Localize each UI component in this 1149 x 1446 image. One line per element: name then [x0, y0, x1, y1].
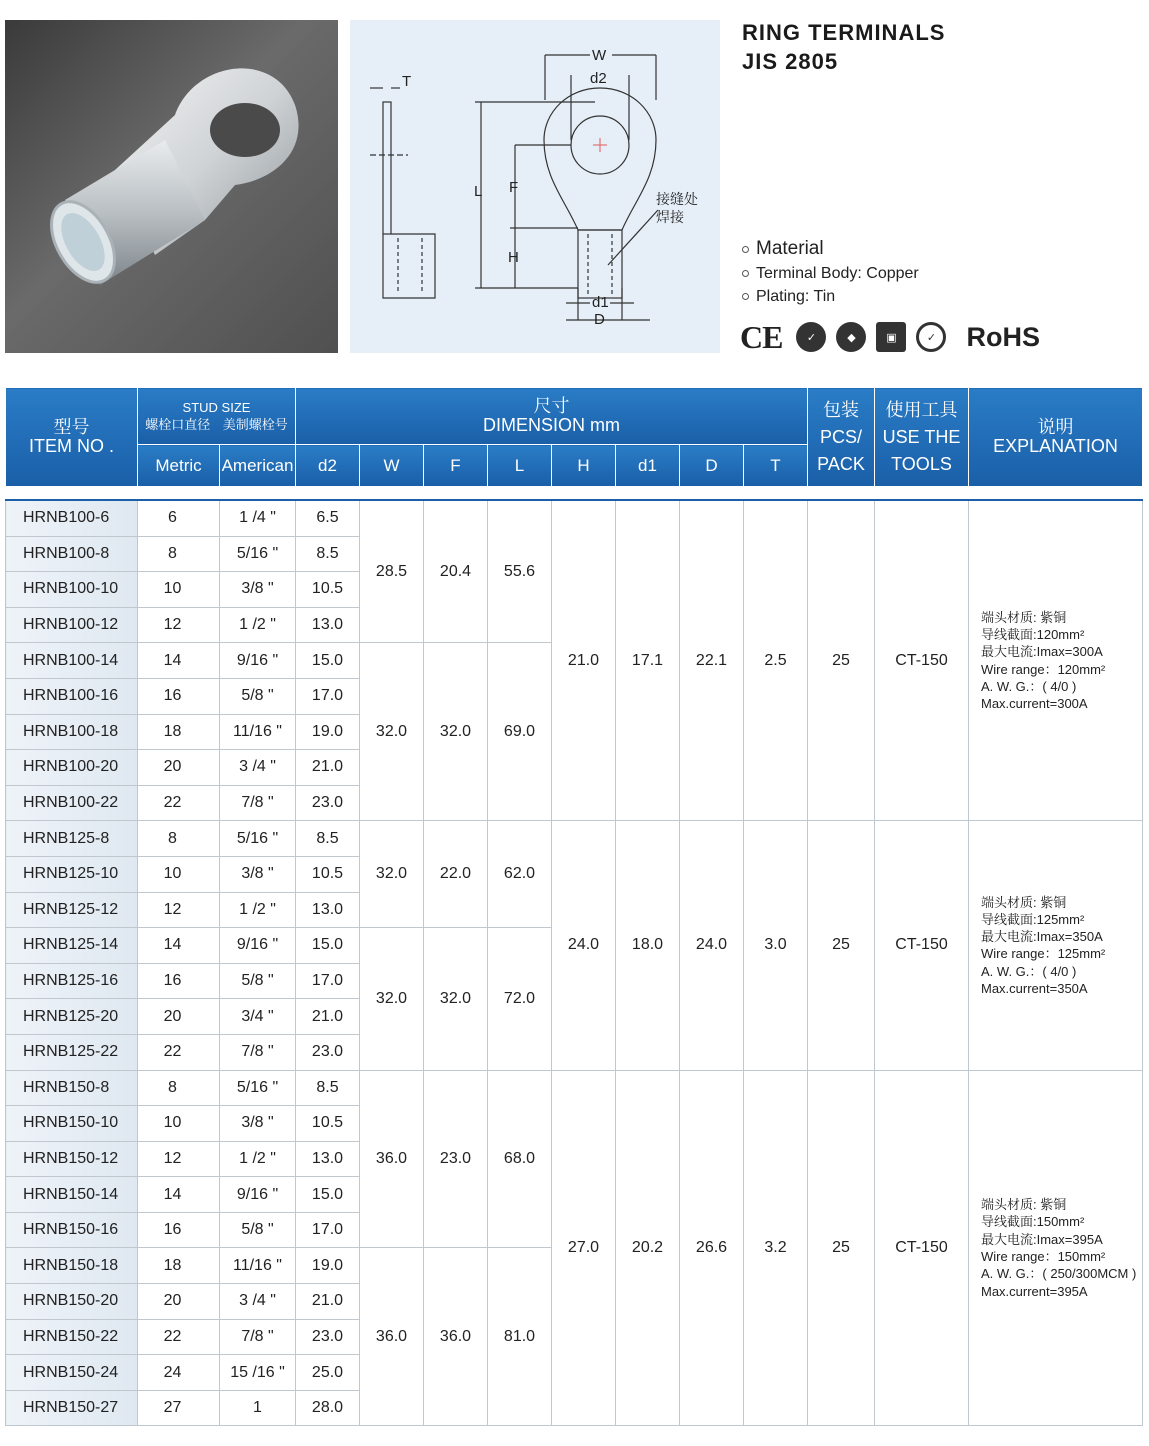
explanation-line: Wire range：125mm²	[981, 946, 1106, 962]
cell-american: 3/4 "	[220, 999, 296, 1035]
explanation-line: A. W. G.：( 4/0 )	[981, 963, 1077, 979]
cell-T: 2.5	[744, 500, 808, 821]
col-D: D	[680, 445, 744, 487]
ring-terminal-dimension-diagram	[350, 20, 720, 353]
cell-d2: 28.0	[296, 1390, 360, 1426]
cell-american: 3 /4 "	[220, 750, 296, 786]
header-dim-cn: 尺寸	[533, 396, 570, 417]
explanation-line: 最大电流:Imax=395A	[981, 1231, 1103, 1247]
cell-item-no: HRNB125-20	[6, 999, 138, 1035]
product-photo	[5, 20, 338, 353]
cell-metric: 16	[138, 1212, 220, 1248]
cell-W: 36.0	[360, 1248, 424, 1426]
col-american: American	[220, 445, 296, 487]
explanation-line: 端头材质: 紫铜	[981, 1197, 1067, 1213]
cell-metric: 14	[138, 928, 220, 964]
cell-d2: 8.5	[296, 536, 360, 572]
cell-d2: 10.5	[296, 856, 360, 892]
cell-item-no: HRNB125-8	[6, 821, 138, 857]
cell-american: 7/8 "	[220, 785, 296, 821]
cell-F: 32.0	[424, 643, 488, 821]
cell-d2: 10.5	[296, 572, 360, 608]
cell-metric: 22	[138, 1319, 220, 1355]
title-line-1: RING TERMINALS	[742, 20, 946, 45]
cell-T: 3.2	[744, 1070, 808, 1426]
cell-tool: CT-150	[875, 1070, 969, 1426]
cell-item-no: HRNB150-24	[6, 1355, 138, 1391]
explanation-line: A. W. G.：( 4/0 )	[981, 678, 1077, 694]
cell-american: 15 /16 "	[220, 1355, 296, 1391]
col-L: L	[488, 445, 552, 487]
cell-american: 7/8 "	[220, 1319, 296, 1355]
cell-american: 7/8 "	[220, 1034, 296, 1070]
bullet-icon	[742, 246, 749, 253]
spec-table	[5, 387, 1143, 1426]
cell-metric: 6	[138, 500, 220, 536]
header-tool-cn: 使用工具	[885, 399, 958, 421]
material-body: Terminal Body: Copper	[756, 264, 919, 282]
diagram-label-W: W	[592, 47, 607, 64]
cell-L: 81.0	[488, 1248, 552, 1426]
cell-metric: 8	[138, 821, 220, 857]
header-stud-en: STUD SIZE	[182, 399, 251, 415]
cell-tool: CT-150	[875, 500, 969, 821]
cell-F: 36.0	[424, 1248, 488, 1426]
cell-american: 5/16 "	[220, 821, 296, 857]
cell-metric: 22	[138, 1034, 220, 1070]
explanation-line: Max.current=300A	[981, 696, 1088, 712]
cell-F: 32.0	[424, 928, 488, 1070]
header-pack-en2: PACK	[817, 453, 865, 474]
header-tool-en2: TOOLS	[891, 453, 952, 474]
cell-d2: 21.0	[296, 1284, 360, 1320]
cell-W: 32.0	[360, 643, 424, 821]
cell-d2: 10.5	[296, 1106, 360, 1142]
col-W: W	[360, 445, 424, 487]
cell-pack: 25	[808, 500, 875, 821]
bullet-icon	[742, 270, 749, 277]
explanation-line: 端头材质: 紫铜	[981, 894, 1067, 910]
cell-american: 1 /2 "	[220, 1141, 296, 1177]
cell-d2: 15.0	[296, 1177, 360, 1213]
iso-badge-icon: ◆	[836, 322, 866, 352]
cell-item-no: HRNB150-20	[6, 1284, 138, 1320]
cell-metric: 14	[138, 643, 220, 679]
cell-metric: 18	[138, 714, 220, 750]
col-F: F	[424, 445, 488, 487]
certificate-badge-icon: ▣	[876, 322, 906, 352]
bullet-icon	[742, 293, 749, 300]
cell-american: 1 /2 "	[220, 607, 296, 643]
cell-metric: 12	[138, 1141, 220, 1177]
cell-d2: 17.0	[296, 1212, 360, 1248]
explanation-line: 导线截面:150mm²	[981, 1214, 1085, 1230]
cell-d1: 20.2	[616, 1070, 680, 1426]
cell-H: 27.0	[552, 1070, 616, 1426]
col-d2: d2	[296, 445, 360, 487]
col-explanation	[969, 388, 1143, 487]
title-line-2: JIS 2805	[742, 49, 839, 74]
diagram-label-L: L	[474, 183, 483, 200]
diagram-label-d2: d2	[590, 70, 607, 87]
col-tools	[875, 388, 969, 487]
cell-item-no: HRNB100-6	[6, 500, 138, 536]
cell-d1: 18.0	[616, 821, 680, 1070]
cell-d2: 23.0	[296, 1034, 360, 1070]
cell-american: 5/16 "	[220, 536, 296, 572]
cell-H: 24.0	[552, 821, 616, 1070]
cell-metric: 18	[138, 1248, 220, 1284]
explanation-line: A. W. G.：( 250/300MCM )	[981, 1266, 1137, 1282]
cell-metric: 14	[138, 1177, 220, 1213]
cell-d1: 17.1	[616, 500, 680, 821]
explanation-line: Wire range：150mm²	[981, 1248, 1106, 1264]
cell-item-no: HRNB150-8	[6, 1070, 138, 1106]
cell-metric: 8	[138, 536, 220, 572]
cell-metric: 8	[138, 1070, 220, 1106]
cell-american: 9/16 "	[220, 928, 296, 964]
cell-metric: 16	[138, 678, 220, 714]
explanation-line: 最大电流:Imax=350A	[981, 929, 1103, 945]
cell-metric: 27	[138, 1390, 220, 1426]
col-pack	[808, 388, 875, 487]
ce-mark-logo: CE	[740, 318, 783, 355]
cell-L: 62.0	[488, 821, 552, 928]
header-expl-en: EXPLANATION	[993, 436, 1118, 456]
cell-L: 55.6	[488, 500, 552, 643]
cell-metric: 12	[138, 607, 220, 643]
cell-item-no: HRNB150-18	[6, 1248, 138, 1284]
cell-d2: 17.0	[296, 678, 360, 714]
header-pack-en1: PCS/	[819, 426, 862, 447]
cell-pack: 25	[808, 1070, 875, 1426]
col-metric: Metric	[138, 445, 220, 487]
cell-D: 24.0	[680, 821, 744, 1070]
explanation-line: 端头材质: 紫铜	[981, 609, 1067, 625]
header-item-en: ITEM NO .	[29, 436, 114, 456]
certification-logos	[740, 316, 1040, 358]
diagram-label-D: D	[594, 311, 605, 328]
cell-item-no: HRNB125-22	[6, 1034, 138, 1070]
cell-item-no: HRNB125-14	[6, 928, 138, 964]
header-dim-en: DIMENSION mm	[483, 415, 620, 435]
cell-item-no: HRNB100-18	[6, 714, 138, 750]
col-d1: d1	[616, 445, 680, 487]
cell-F: 22.0	[424, 821, 488, 928]
cell-explanation	[969, 821, 1143, 1070]
cell-item-no: HRNB150-27	[6, 1390, 138, 1426]
cell-item-no: HRNB100-20	[6, 750, 138, 786]
cell-american: 9/16 "	[220, 1177, 296, 1213]
cell-metric: 22	[138, 785, 220, 821]
cell-metric: 12	[138, 892, 220, 928]
explanation-line: Wire range：120mm²	[981, 661, 1106, 677]
cell-d2: 15.0	[296, 928, 360, 964]
cell-item-no: HRNB150-12	[6, 1141, 138, 1177]
cell-item-no: HRNB100-16	[6, 678, 138, 714]
cell-american: 11/16 "	[220, 714, 296, 750]
cell-d2: 15.0	[296, 643, 360, 679]
explanation-line: Max.current=395A	[981, 1283, 1088, 1299]
cell-explanation	[969, 500, 1143, 821]
cell-item-no: HRNB100-22	[6, 785, 138, 821]
cell-american: 1	[220, 1390, 296, 1426]
material-plating: Plating: Tin	[756, 287, 836, 305]
material-heading: Material	[756, 238, 824, 259]
cell-d2: 13.0	[296, 1141, 360, 1177]
ring-terminal-photo-image	[5, 20, 338, 353]
cell-d2: 23.0	[296, 1319, 360, 1355]
cell-item-no: HRNB100-12	[6, 607, 138, 643]
cell-american: 3/8 "	[220, 572, 296, 608]
diagram-weld-label-2: 焊接	[656, 209, 684, 225]
col-T: T	[744, 445, 808, 487]
cell-pack: 25	[808, 821, 875, 1070]
col-stud-size	[138, 388, 296, 445]
diagram-weld-label-1: 接缝处	[656, 191, 698, 207]
cell-W: 36.0	[360, 1070, 424, 1248]
header-expl-cn: 说明	[1037, 417, 1074, 438]
sgs-badge-icon: ✓	[916, 322, 946, 352]
cell-item-no: HRNB150-14	[6, 1177, 138, 1213]
table-row	[6, 500, 1143, 536]
cell-d2: 13.0	[296, 607, 360, 643]
cell-metric: 10	[138, 856, 220, 892]
cell-metric: 20	[138, 1284, 220, 1320]
cell-item-no: HRNB150-16	[6, 1212, 138, 1248]
diagram-label-T: T	[402, 73, 412, 90]
header-item-cn: 型号	[53, 417, 90, 438]
table-body	[6, 487, 1143, 1426]
cell-item-no: HRNB100-8	[6, 536, 138, 572]
cell-american: 5/8 "	[220, 963, 296, 999]
explanation-line: Max.current=350A	[981, 981, 1088, 997]
cell-H: 21.0	[552, 500, 616, 821]
cell-item-no: HRNB125-12	[6, 892, 138, 928]
cell-item-no: HRNB150-22	[6, 1319, 138, 1355]
cell-american: 5/16 "	[220, 1070, 296, 1106]
explanation-line: 导线截面:120mm²	[981, 627, 1085, 643]
cell-american: 1 /4 "	[220, 500, 296, 536]
col-dimension	[296, 388, 808, 445]
cell-d2: 19.0	[296, 714, 360, 750]
table-header	[6, 388, 1143, 487]
table-row	[6, 1070, 1143, 1106]
header-stud-cn: 螺栓口直径 美制螺栓号	[145, 417, 288, 433]
cell-metric: 24	[138, 1355, 220, 1391]
quality-badge-icon: ✓	[796, 322, 826, 352]
cell-d2: 19.0	[296, 1248, 360, 1284]
cell-american: 5/8 "	[220, 678, 296, 714]
cell-D: 26.6	[680, 1070, 744, 1426]
cell-d2: 8.5	[296, 1070, 360, 1106]
cell-tool: CT-150	[875, 821, 969, 1070]
cell-item-no: HRNB150-10	[6, 1106, 138, 1142]
cell-d2: 8.5	[296, 821, 360, 857]
explanation-line: 导线截面:125mm²	[981, 911, 1085, 927]
cell-item-no: HRNB100-10	[6, 572, 138, 608]
cell-metric: 16	[138, 963, 220, 999]
material-info	[742, 236, 919, 308]
page-title	[742, 18, 945, 76]
cell-american: 3/8 "	[220, 856, 296, 892]
header-tool-en1: USE THE	[882, 426, 961, 447]
cell-metric: 10	[138, 1106, 220, 1142]
cell-american: 11/16 "	[220, 1248, 296, 1284]
cell-american: 9/16 "	[220, 643, 296, 679]
cell-d2: 25.0	[296, 1355, 360, 1391]
cell-american: 5/8 "	[220, 1212, 296, 1248]
cell-W: 32.0	[360, 821, 424, 928]
diagram-label-H: H	[508, 249, 519, 266]
dimension-drawing	[350, 20, 720, 353]
cell-explanation	[969, 1070, 1143, 1426]
col-H: H	[552, 445, 616, 487]
cell-metric: 10	[138, 572, 220, 608]
diagram-label-F: F	[509, 179, 519, 196]
cell-F: 23.0	[424, 1070, 488, 1248]
table-row	[6, 821, 1143, 857]
cell-d2: 6.5	[296, 500, 360, 536]
cell-d2: 21.0	[296, 750, 360, 786]
cell-american: 3 /4 "	[220, 1284, 296, 1320]
header-pack-cn: 包装	[823, 399, 859, 421]
cell-metric: 20	[138, 750, 220, 786]
cell-d2: 21.0	[296, 999, 360, 1035]
cell-item-no: HRNB125-10	[6, 856, 138, 892]
cell-d2: 23.0	[296, 785, 360, 821]
cell-W: 32.0	[360, 928, 424, 1070]
cell-D: 22.1	[680, 500, 744, 821]
cell-d2: 13.0	[296, 892, 360, 928]
cell-american: 3/8 "	[220, 1106, 296, 1142]
cell-T: 3.0	[744, 821, 808, 1070]
cell-L: 69.0	[488, 643, 552, 821]
cell-item-no: HRNB125-16	[6, 963, 138, 999]
explanation-line: 最大电流:Imax=300A	[981, 644, 1103, 660]
cell-d2: 17.0	[296, 963, 360, 999]
cell-L: 72.0	[488, 928, 552, 1070]
cell-metric: 20	[138, 999, 220, 1035]
col-item-no	[6, 388, 138, 487]
cell-american: 1 /2 "	[220, 892, 296, 928]
diagram-label-d1: d1	[592, 294, 609, 311]
cell-F: 20.4	[424, 500, 488, 643]
cell-L: 68.0	[488, 1070, 552, 1248]
cell-item-no: HRNB100-14	[6, 643, 138, 679]
rohs-logo: RoHS	[966, 321, 1040, 352]
cell-W: 28.5	[360, 500, 424, 643]
